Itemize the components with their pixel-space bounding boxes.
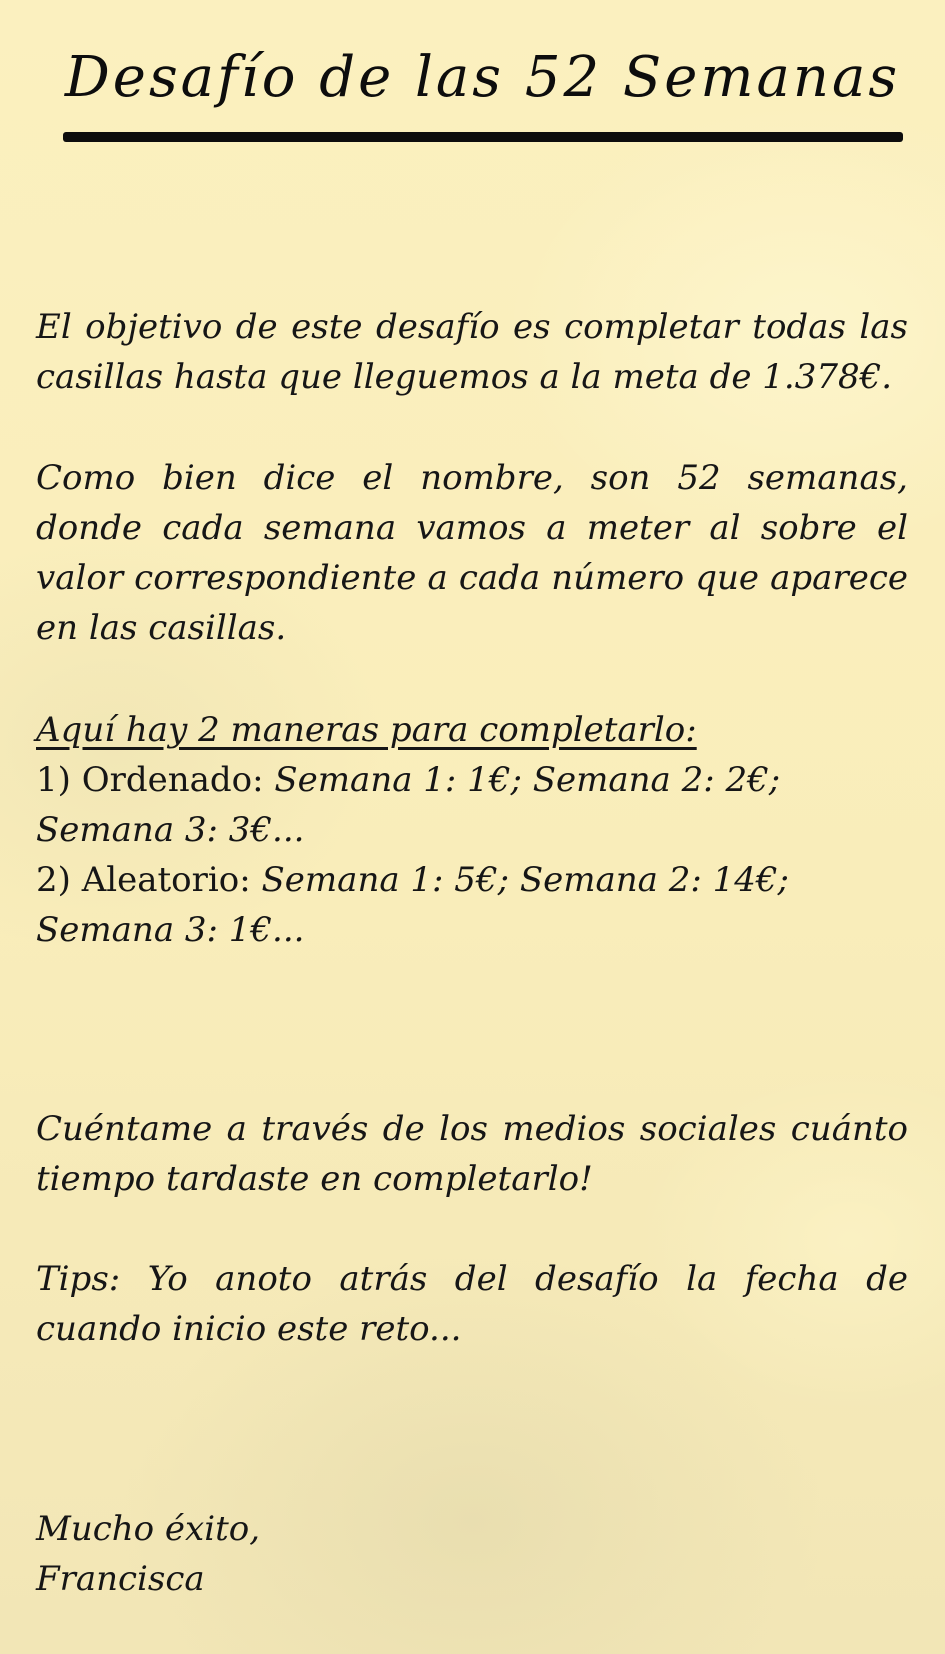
explanation-paragraph: Como bien dice el nombre, son 52 semanas, donde cada semana vamos a meter al sobre el valor correspondiente a cada número que aparece en las casillas. bbox=[36, 458, 908, 648]
tips-paragraph: Tips: Yo anoto atrás del desafío la fecha de cuando inicio este reto... bbox=[36, 1259, 908, 1349]
signoff bbox=[36, 1504, 908, 1604]
signoff-greeting: Mucho éxito, bbox=[36, 1509, 261, 1549]
methods-section bbox=[36, 705, 908, 955]
title-underline bbox=[63, 132, 903, 142]
method-ordered-prefix: 1) Ordenado: bbox=[36, 760, 275, 800]
method-random-prefix: 2) Aleatorio: bbox=[36, 860, 262, 900]
title-block bbox=[60, 28, 905, 148]
method-ordered-line1: Semana 1: 1€; Semana 2: 2€; bbox=[274, 760, 781, 800]
methods-heading: Aquí hay 2 maneras para completarlo: bbox=[36, 710, 697, 750]
intro-paragraph: El objetivo de este desafío es completar todas las casillas hasta que lleguemos a la meta de 1.378€. bbox=[36, 307, 908, 397]
method-random bbox=[36, 855, 908, 905]
page-title: Desafío de las 52 Semanas bbox=[64, 45, 901, 110]
social-paragraph: Cuéntame a través de los medios sociales cuánto tiempo tardaste en completarlo! bbox=[36, 1109, 908, 1199]
method-ordered-line2: Semana 3: 3€... bbox=[36, 810, 305, 850]
method-random-line1: Semana 1: 5€; Semana 2: 14€; bbox=[261, 860, 789, 900]
method-ordered bbox=[36, 755, 908, 805]
signoff-name: Francisca bbox=[36, 1559, 205, 1599]
method-random-line2: Semana 3: 1€... bbox=[36, 910, 305, 950]
